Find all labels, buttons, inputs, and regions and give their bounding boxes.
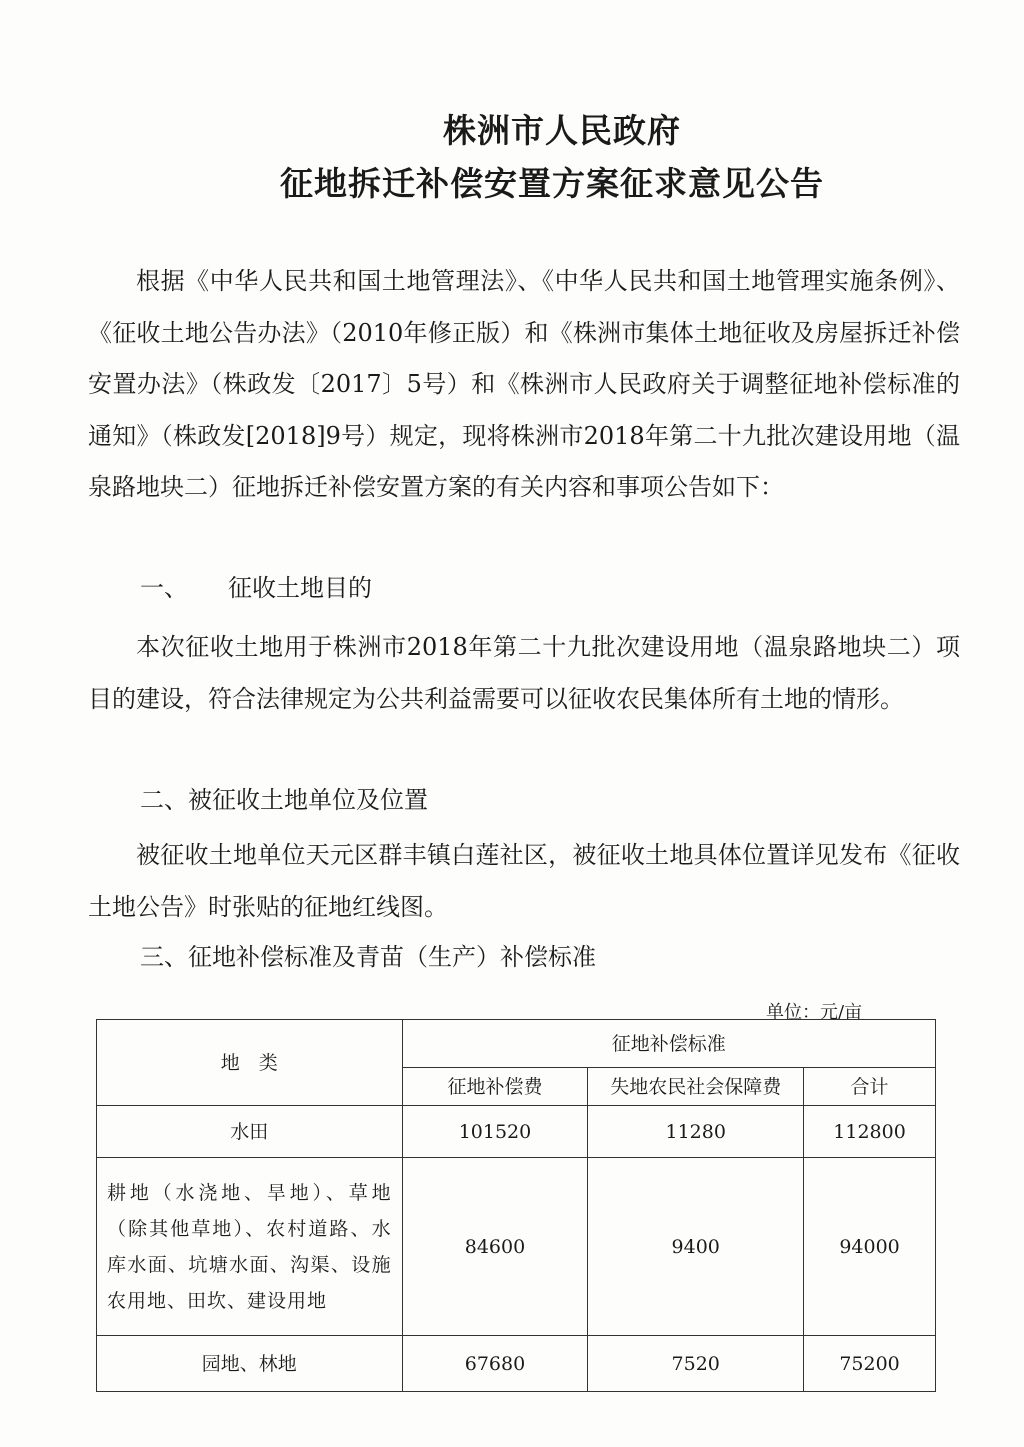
header-compensation-standard: 征地补偿标准	[402, 1020, 935, 1068]
section1-title: 征收土地目的	[228, 574, 372, 602]
cell-security: 11280	[588, 1106, 804, 1158]
cell-land-type: 园地、林地	[97, 1336, 403, 1392]
cell-total: 94000	[804, 1158, 936, 1336]
cell-security: 9400	[588, 1158, 804, 1336]
document-title-line1: 株洲市人民政府	[443, 111, 681, 150]
section1-body: 本次征收土地用于株洲市2018年第二十九批次建设用地（温泉路地块二）项目的建设，符合法律规定为公共利益需要可以征收农民集体所有土地的情形。	[88, 633, 960, 713]
cell-total: 75200	[804, 1336, 936, 1392]
section2-body: 被征收土地单位天元区群丰镇白莲社区，被征收土地具体位置详见发布《征收土地公告》时张贴的征地红线图。	[88, 841, 960, 921]
cell-fee: 101520	[402, 1106, 588, 1158]
cell-fee: 67680	[402, 1336, 588, 1392]
section2-heading: 二、被征收土地单位及位置	[140, 786, 428, 814]
cell-total: 112800	[804, 1106, 936, 1158]
header-social-security-fee: 失地农民社会保障费	[588, 1068, 804, 1106]
table-header-row	[97, 1020, 936, 1068]
header-land-type: 地 类	[97, 1020, 403, 1106]
compensation-table	[96, 1019, 936, 1392]
table-row	[97, 1336, 936, 1392]
header-total: 合计	[804, 1068, 936, 1106]
intro-paragraph: 根据《中华人民共和国土地管理法》、《中华人民共和国土地管理实施条例》、《征收土地公告办法》（2010年修正版）和《株洲市集体土地征收及房屋拆迁补偿安置办法》（株政发〔2017〕5号）和《株洲市人民政府关于调整征地补偿标准的通知》（株政发[2018]9号）规定，现将株洲市2018年第二十九批次建设用地（温泉路地块二）征地拆迁补偿安置方案的有关内容和事项公告如下：	[88, 267, 960, 501]
table-row	[97, 1106, 936, 1158]
cell-land-type: 水田	[97, 1106, 403, 1158]
header-compensation-fee: 征地补偿费	[402, 1068, 588, 1106]
cell-land-type: 耕地（水浇地、旱地）、草地（除其他草地）、农村道路、水库水面、坑塘水面、沟渠、设施农用地、田坎、建设用地	[97, 1158, 403, 1336]
cell-security: 7520	[588, 1336, 804, 1392]
document-title-line2: 征地拆迁补偿安置方案征求意见公告	[280, 164, 824, 203]
section1-heading	[140, 568, 372, 608]
section1-number: 一、	[140, 574, 188, 602]
table-unit-label: 单位：元/亩	[766, 1002, 863, 1023]
cell-fee: 84600	[402, 1158, 588, 1336]
table-row	[97, 1158, 936, 1336]
section3-heading: 三、征地补偿标准及青苗（生产）补偿标准	[140, 943, 596, 971]
